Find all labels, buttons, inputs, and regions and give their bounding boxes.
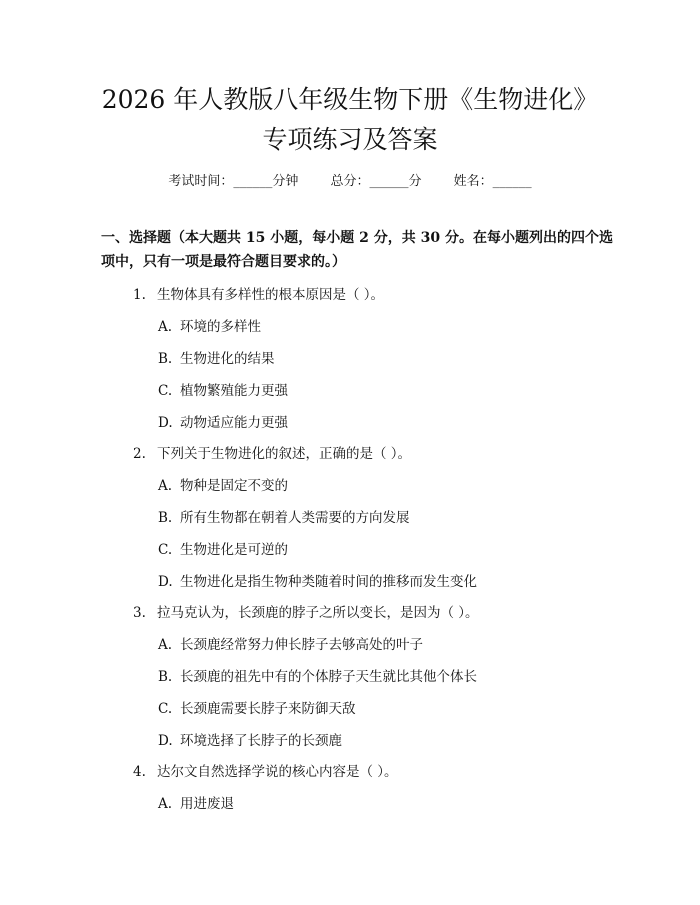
question-2-option-d bbox=[158, 570, 477, 590]
question-number: 4. bbox=[133, 764, 146, 780]
question-3-option-d bbox=[158, 729, 342, 749]
option-text: 生物进化是可逆的 bbox=[180, 542, 288, 558]
option-text: 动物适应能力更强 bbox=[180, 415, 288, 431]
option-letter: A. bbox=[158, 796, 173, 812]
question-number: 2. bbox=[133, 446, 146, 462]
option-text: 用进废退 bbox=[180, 796, 234, 812]
student-name-field: 姓名：______ bbox=[453, 174, 532, 189]
question-1-option-b bbox=[158, 347, 275, 367]
question-2-option-c bbox=[158, 538, 288, 558]
total-score-field: 总分：______分 bbox=[330, 174, 422, 189]
option-letter: A. bbox=[158, 319, 173, 335]
question-2-option-b bbox=[158, 506, 410, 526]
question-1-option-a bbox=[158, 315, 261, 335]
question-1-option-d bbox=[158, 411, 288, 431]
option-text: 环境选择了长脖子的长颈鹿 bbox=[180, 733, 342, 749]
option-text: 生物进化的结果 bbox=[180, 351, 275, 367]
option-letter: A. bbox=[158, 637, 173, 653]
option-text: 植物繁殖能力更强 bbox=[180, 383, 288, 399]
question-3-option-a bbox=[158, 633, 423, 653]
section-heading: 一、选择题（本大题共 15 小题，每小题 2 分，共 30 分。在每小题列出的四个选项中，只有一项是最符合题目要求的。） bbox=[101, 230, 613, 270]
exam-time-field: 考试时间：______分钟 bbox=[168, 174, 299, 189]
question-4 bbox=[133, 760, 398, 780]
option-letter: C. bbox=[158, 542, 173, 558]
question-2 bbox=[133, 442, 411, 462]
option-text: 长颈鹿需要长脖子来防御天敌 bbox=[180, 701, 356, 717]
question-1-option-c bbox=[158, 379, 288, 399]
question-1 bbox=[133, 283, 384, 303]
question-2-option-a bbox=[158, 474, 288, 494]
exam-meta bbox=[0, 170, 700, 189]
question-3-option-c bbox=[158, 697, 356, 717]
option-text: 生物进化是指生物种类随着时间的推移而发生变化 bbox=[180, 574, 477, 590]
question-3 bbox=[133, 601, 479, 621]
question-text: 拉马克认为，长颈鹿的脖子之所以变长，是因为（ ）。 bbox=[157, 605, 479, 621]
option-text: 环境的多样性 bbox=[180, 319, 261, 335]
option-letter: B. bbox=[158, 669, 173, 685]
question-number: 1. bbox=[133, 287, 146, 303]
option-letter: C. bbox=[158, 383, 173, 399]
question-text: 达尔文自然选择学说的核心内容是（ ）。 bbox=[157, 764, 398, 780]
option-text: 长颈鹿的祖先中有的个体脖子天生就比其他个体长 bbox=[180, 669, 477, 685]
option-text: 长颈鹿经常努力伸长脖子去够高处的叶子 bbox=[180, 637, 423, 653]
option-letter: B. bbox=[158, 351, 173, 367]
option-letter: D. bbox=[158, 415, 173, 431]
option-letter: A. bbox=[158, 478, 173, 494]
document-title-line-2: 专项练习及答案 bbox=[262, 125, 438, 154]
question-text: 生物体具有多样性的根本原因是（ ）。 bbox=[157, 287, 385, 303]
option-letter: D. bbox=[158, 574, 173, 590]
question-4-option-a bbox=[158, 792, 234, 812]
question-3-option-b bbox=[158, 665, 477, 685]
option-letter: B. bbox=[158, 510, 173, 526]
question-text: 下列关于生物进化的叙述，正确的是（ ）。 bbox=[157, 446, 412, 462]
option-letter: C. bbox=[158, 701, 173, 717]
option-letter: D. bbox=[158, 733, 173, 749]
question-number: 3. bbox=[133, 605, 146, 621]
option-text: 物种是固定不变的 bbox=[180, 478, 288, 494]
option-text: 所有生物都在朝着人类需要的方向发展 bbox=[180, 510, 410, 526]
document-title-line-1: 2026 年人教版八年级生物下册《生物进化》 bbox=[101, 85, 599, 114]
